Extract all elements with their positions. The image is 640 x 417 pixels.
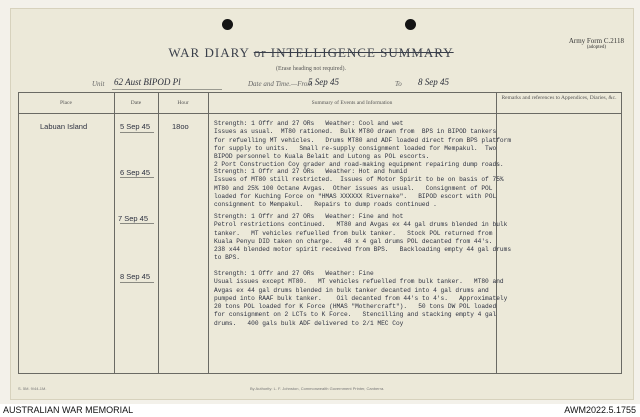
army-form-adopted: (adopted): [586, 45, 606, 50]
entry-date: 6 Sep 45: [120, 168, 151, 177]
date-underline: [120, 177, 154, 178]
column-header-summary: Summary of Events and Information: [311, 100, 393, 106]
date-from-value: 5 Sep 45: [308, 77, 339, 87]
print-code: S. 5M. 9/44-1M.: [18, 386, 47, 391]
date-from-label: Date and Time.—From: [248, 80, 313, 88]
date-to-label: To: [395, 80, 402, 88]
erase-note: (Erase heading not required).: [276, 66, 346, 72]
document-title: [0, 45, 622, 61]
date-underline: [120, 132, 154, 133]
entry-date: 8 Sep 45: [120, 272, 151, 281]
table-divider-hour: [208, 92, 209, 373]
date-to-value: 8 Sep 45: [418, 77, 449, 87]
archive-reference: AWM2022.5.1755: [564, 405, 636, 415]
entry-summary: Strength: 1 Offr and 27 ORs Weather: Fine Usual issues except MT80. MT vehicles refuelled from bulk tanker. MT80 and Avgas ex 44 gal drums blended in bulk tanker decanted into 4 gal drums and pumped into RAAF bulk tanker. Oil decanted from 44's to 4's. Approximately 20 tons POL loaded for K Force (HMAS "Mothercraft"). 50 tons DW POL loaded for consignment on 2 LCTs to K Force. Stencilling and stacking empty 4 gal drums. 400 gals bulk ADF delivered to 2/1 MEC Coy: [214, 270, 508, 327]
table-border-right: [621, 92, 622, 373]
army-form-number: Army Form C.2118: [568, 37, 624, 45]
table-border-left: [18, 92, 19, 373]
entry-summary: Strength: 1 Offr and 27 ORs Weather: Cool and wet Issues as usual. MT80 rationed. Bulk MT80 drawn from BPS in BIPOD tankers for refuelling MT vehicles. Drums MT80 and ADF loaded direct from BPS platform for supply to units. Small re-supply consignment loaded for Mempakul. Two BIPOD personnel to Kuala Belait and Lutong as POL escorts. 2 Port Construction Coy grader and road-making equipment repairing dump roads.: [214, 120, 512, 169]
table-divider-date: [158, 92, 159, 373]
entry-date: 5 Sep 45: [120, 122, 151, 131]
column-header-hour: Hour: [177, 100, 189, 106]
unit-label: Unit: [92, 80, 105, 88]
date-underline: [120, 282, 154, 283]
column-header-date: Date: [130, 100, 142, 106]
title-war-diary: WAR DIARY: [168, 45, 250, 60]
archive-institution: AUSTRALIAN WAR MEMORIAL: [3, 405, 134, 415]
table-bottom-rule: [18, 373, 622, 374]
title-struck-heading: or INTELLIGENCE SUMMARY: [253, 45, 454, 60]
column-header-remarks: Remarks and references to Appendices, Diaries, &c.: [501, 95, 617, 101]
archive-caption-bar: [0, 404, 640, 417]
table-divider-place: [114, 92, 115, 373]
punch-hole: [222, 19, 233, 30]
date-underline: [120, 223, 154, 224]
entry-place: Labuan Island: [40, 122, 88, 131]
printer-authority: By Authority: L. F. Johnston, Commonwealth Government Printer, Canberra.: [250, 386, 385, 391]
unit-value: 62 Aust BIPOD Pl: [114, 77, 181, 87]
column-header-place: Place: [60, 100, 72, 106]
table-header-rule: [18, 113, 622, 114]
army-form-label: [569, 37, 624, 50]
punch-hole: [405, 19, 416, 30]
entry-date: 7 Sep 45: [118, 214, 149, 223]
entry-hour: 18oo: [172, 122, 189, 131]
unit-underline: [112, 89, 222, 90]
entry-summary: Strength: 1 Offr and 27 ORs Weather: Hot and humid Issues of MT80 still restricted. Issues of Motor Spirit to be on basis of 75% MT80 and 25% 100 Octane Avgas. Other issues as usual. Consignment of POL loaded for Kuching Force on "HMAS XXXXXX Rivernake". BIPOD escort with POL consignment to Mempakul. Repairs to dump roads continued .: [214, 168, 504, 209]
entry-summary: Strength: 1 Offr and 27 ORs Weather: Fine and hot Petrol restrictions continued. MT80 and Avgas ex 44 gal drums blended in bulk tanker. MT vehicles refuelled from bulk tanker. Stock POL returned from Kuala Penyu DID taken on charge. 48 x 4 gal drums POL decanted from 44's. 238 x44 blended motor spirit received from BPS. Backloading empty 44 gal drums to BPS.: [214, 213, 512, 262]
table-top-rule: [18, 92, 622, 93]
